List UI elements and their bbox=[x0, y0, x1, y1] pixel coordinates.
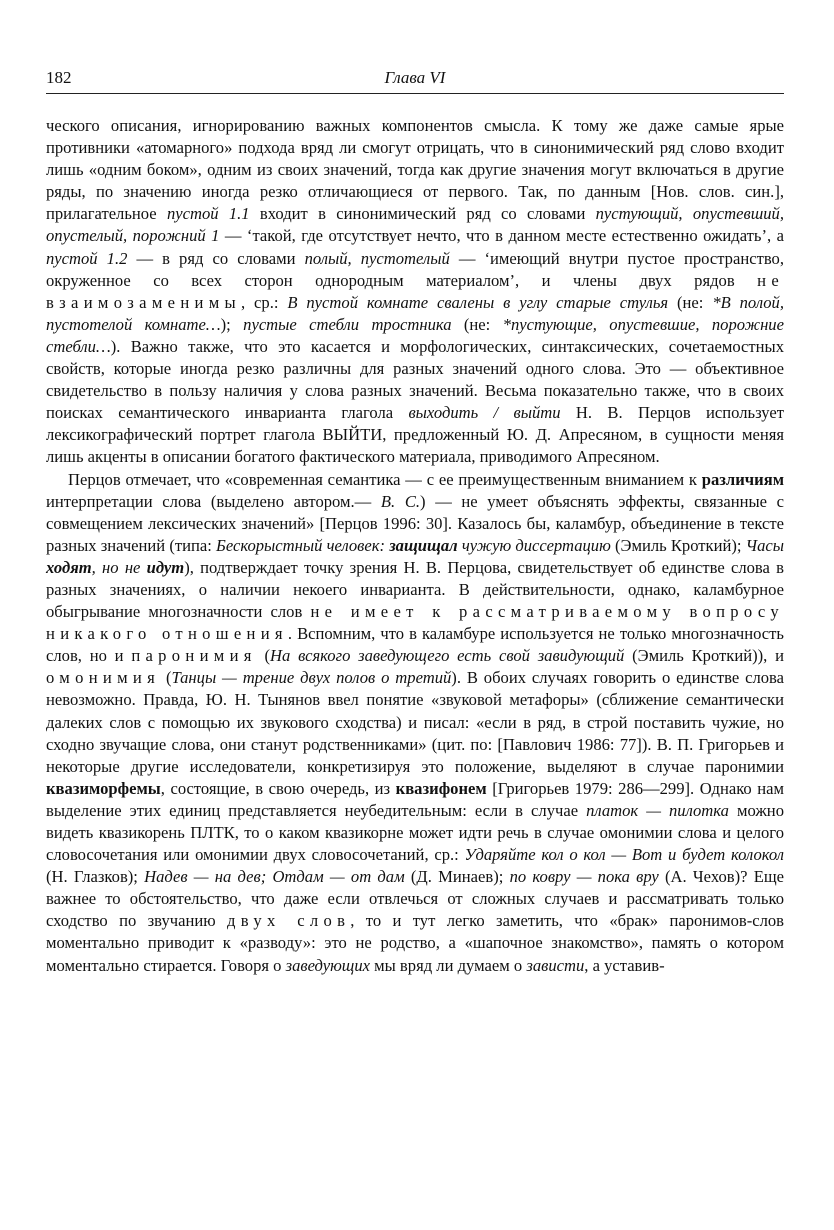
text-run: Н. В. Перцов использует лексикографический портрет глагола ВЫЙТИ, предложенный Ю. Д. Апресяном, в сущности меняя лишь акценты в описании богатого фактического материала, приводимого Апресяном. bbox=[46, 403, 785, 467]
italic-text: На всякого заведующего есть свой завидующий bbox=[270, 646, 625, 666]
text-run: можно видеть квазикорень ПЛТК, то о каком квазикорне может идти речь в случае омонимии слова и целого словосочетания или омонимии двух словосочетаний, ср.: bbox=[46, 800, 784, 865]
italic-text: , но не bbox=[91, 557, 147, 577]
bold-italic-text: защищал bbox=[389, 535, 458, 555]
text-run: , состоящие, в свою очередь, из bbox=[160, 778, 396, 798]
text-run: , то и тут легко заметить, что «брак» паронимов-слов моментально приводит к «разводу»: это не родство, а «шапочное знакомство», память о котором моментально стирается. Говоря о bbox=[46, 911, 784, 975]
text-run: ); bbox=[220, 314, 244, 334]
text-run: (не: bbox=[451, 314, 503, 334]
running-title: Глава VI bbox=[384, 68, 446, 87]
page-header bbox=[46, 68, 784, 90]
italic-text: Часы bbox=[745, 535, 784, 555]
text-run: [Григорьев 1979: 286—299]. Однако нам выделение этих единиц представляется неубедительным: если в случае bbox=[46, 778, 784, 820]
text-run: . Вспомним, что в каламбуре используется не только многозначность слов, но и bbox=[46, 624, 784, 666]
text-run: ческого описания, игнорированию важных компонентов смысла. К тому же даже самые ярые противники «атомарного» подхода вряд ли смогут отрицать, что в синонимический ряд слово входит лишь «одним боком», одним из своих значений, тогда как другие значения могут включаться в другие ряды, по значению иногда резко отличающиеся от первого. Так, по данным [Нов. слов. син.], прилагательное bbox=[46, 116, 784, 224]
spaced-emphasis: не имеет к рассматриваемому вопросу никакого отношения bbox=[46, 602, 785, 644]
italic-text: Надев — на дев; Отдам — от дам bbox=[144, 867, 405, 887]
italic-text: по ковру — пока вру bbox=[509, 867, 659, 887]
italic-text: пустой 1.2 bbox=[46, 248, 128, 268]
text-run: ), подтверждает точку зрения Н. В. Перцова, свидетельствует об единстве слова в разных значениях, о наличии некоего инварианта. В действительности, однако, каламбурное обыгрывание многозначности слов bbox=[46, 557, 784, 622]
spaced-emphasis: паронимия bbox=[131, 646, 257, 666]
italic-text: полый, пустотелый bbox=[304, 248, 450, 268]
italic-text: зависти bbox=[526, 955, 585, 975]
header-rule bbox=[46, 93, 784, 94]
text-run: ) — не умеет объяснять эффекты, связанные с совмещением лексических значений» [Перцов 1996: 30]. Казалось бы, каламбур, объединение в тексте разных значений (типа: bbox=[46, 491, 784, 555]
text-run: Перцов отмечает, что «современная семантика — с ее преимущественным вниманием к bbox=[68, 469, 702, 489]
bold-italic-text: ходят bbox=[46, 557, 92, 577]
text-run: — ‘такой, где отсутствует нечто, что в данном месте естественно ожидать’, а bbox=[219, 226, 784, 246]
spaced-emphasis: не взаимозаменимы bbox=[46, 270, 784, 312]
text-run: — в ряд со словами bbox=[127, 248, 305, 268]
italic-text: пустой 1.1 bbox=[166, 204, 250, 224]
text-run: ). В обоих случаях говорить о единстве слова невозможно. Правда, Ю. Н. Тынянов ввел понятие «звуковой метафоры» (сближение семантически далеких слов с помощью их звукового сходства) и писал: «если в ряд, в строй поставить чужие, но сходно звучащие слова, они станут родственниками» (цит. по: [Павлович 1986: 77]). В. П. Григорьев и некоторые другие исследователи, конкретизируя это положение, выделяют в случае паронимии bbox=[46, 668, 785, 776]
italic-text: В пустой комнате свалены в углу старые стулья bbox=[287, 292, 669, 312]
text-run: (Эмиль Кроткий); bbox=[610, 535, 746, 555]
text-run: ). Важно также, что это касается и морфологических, синтаксических, сочетаемостных свойств, которые иногда резко различны для разных значений одного слова. Это — объективное свидетельство в пользу наличия у слова разных значений. Весьма показательно также, что в своих поисках семантического инварианта глагола bbox=[46, 336, 784, 423]
italic-text: *пустующие, опустевшие, порожние стебли… bbox=[46, 314, 784, 356]
italic-text: Бескорыстный человек: bbox=[216, 535, 390, 555]
text-run: (Д. Минаев); bbox=[404, 867, 510, 887]
text-run: , ср.: bbox=[241, 292, 288, 312]
italic-text: *В полой, пустотелой комнате… bbox=[46, 292, 784, 334]
text-run: (А. Чехов)? Еще важнее то обстоятельство, что даже если отвлечься от сложных случаев и рассматривать только сходство по звучанию bbox=[46, 867, 785, 931]
text-run: (не: bbox=[668, 292, 713, 312]
italic-text: Ударяйте кол о кол — Вот и будет колокол bbox=[464, 845, 784, 865]
italic-text: чужую диссертацию bbox=[457, 535, 611, 555]
page-number: 182 bbox=[46, 68, 72, 87]
bold-text: различиям bbox=[701, 469, 784, 489]
text-run: ( bbox=[256, 646, 271, 666]
italic-text: В. С. bbox=[380, 491, 421, 511]
text-run: — ‘имеющий внутри пустое пространство, окруженное со всех сторон однородным материалом’, и члены двух рядов bbox=[46, 248, 784, 290]
text-run: ( bbox=[160, 668, 172, 688]
bold-italic-text: идут bbox=[146, 557, 185, 577]
spaced-emphasis: двух слов bbox=[227, 911, 351, 931]
text-run: мы вряд ли думаем о bbox=[369, 955, 527, 975]
bold-text: квазиморфемы bbox=[46, 778, 161, 798]
paragraph bbox=[46, 115, 784, 469]
italic-text: Танцы — трение двух полов о третий bbox=[171, 668, 452, 688]
text-run: входит в синонимический ряд со словами bbox=[249, 204, 596, 224]
paragraph bbox=[46, 469, 784, 977]
bold-text: квазифонем bbox=[395, 778, 487, 798]
text-run: (Эмиль Кроткий)), и bbox=[624, 646, 784, 666]
italic-text: платок — пилотка bbox=[586, 800, 729, 820]
text-run: (Н. Глазков); bbox=[46, 867, 145, 887]
italic-text: выходить / выйти bbox=[408, 403, 561, 423]
text-run: , а уставив- bbox=[584, 955, 665, 975]
body-text bbox=[46, 115, 784, 977]
text-run: интерпретации слова (выделено автором.— bbox=[46, 491, 381, 511]
italic-text: пустые стебли тростника bbox=[243, 314, 452, 334]
spaced-emphasis: омонимия bbox=[46, 668, 161, 688]
italic-text: заведующих bbox=[285, 955, 370, 975]
italic-text: пустующий, опустевший, опустелый, порожний 1 bbox=[46, 204, 784, 246]
